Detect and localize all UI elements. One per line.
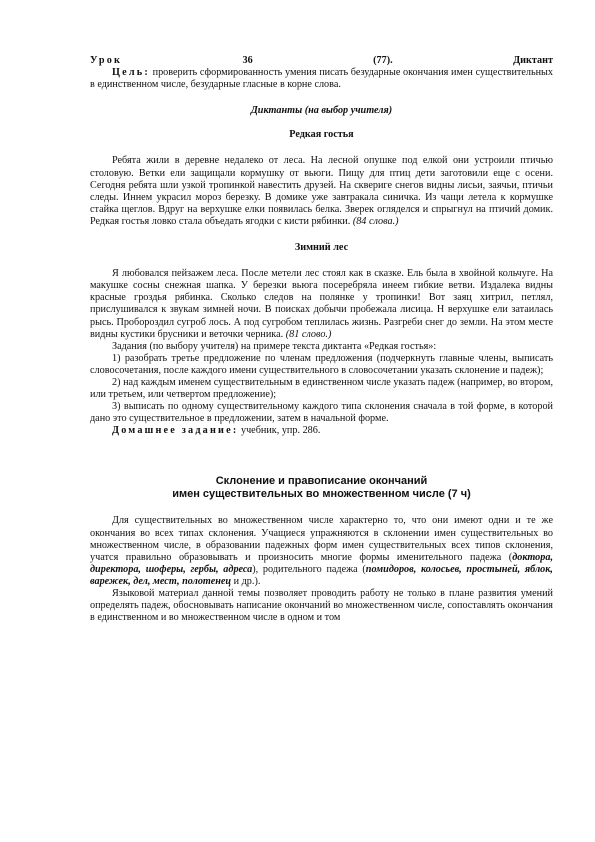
dictation2-word-count: (81 слово.) — [285, 328, 332, 340]
section-title-line2: имен существительных во множественном числе (7 ч) — [172, 488, 471, 501]
homework — [90, 425, 553, 437]
lesson-type: Диктант — [513, 55, 553, 66]
dictation1-body: Ребята жили в деревне недалеко от леса. На лесной опушке под елкой они устроили птичью столовую. Ветки ели защищали кормушку от вьюги. Пищу для птиц дети заготовили еще с осени. Сегодня ребята шли узкой тропинкой навестить друзей. На сквериге снегов видны лисьи, заячьи, птичьи следы. Иннем украсил мороз березку. В домике уже завтракала синичка. Из чащи летела к кормушке стайка щеглов. Вдруг на верхушке елки появилась белка. Зверек огляделся и спрыгнул на птичий домик. Редкая гостья ловко стала объедать ягодки с кисти рябинки. — [90, 155, 553, 227]
lesson-alt-number: (77). — [373, 55, 393, 66]
nominative-examples: доктора, директора, шоферы, гербы, адреса — [90, 551, 553, 575]
paragraph-plural-endings: Для существительных во множественном числе характерно то, что они имеют одни и те же окончания во всех типах склонения. Учащиеся упражняются в склонении имен существительных во множественном числе, в образовании падежных форм имен существительных всех типов склонения, учатся правильно образовывать и произносить многие формы именительного падежа (доктора, директора, шоферы, гербы, адреса), родительного падежа (помидоров, колосьев, простыней, яблок, варежек, дел, мест, полотенец и др.). — [90, 515, 553, 587]
lesson-number: 36 — [242, 55, 253, 66]
section-title-line1: Склонение и правописание окончаний — [215, 475, 428, 488]
document-page — [90, 55, 553, 624]
dictation1-word-count: (84 слова.) — [352, 215, 399, 227]
task-3: 3) выписать по одному существительному каждого типа склонения сначала в той форме, в которой дано это существительное в предложении, затем в начальной форме. — [90, 401, 553, 425]
lesson-label: Урок — [90, 55, 123, 66]
homework-text: учебник, упр. 286. — [240, 425, 321, 437]
tasks-intro: Задания (по выбору учителя) на примере текста диктанта «Редкая гостья»: — [112, 340, 437, 352]
task-1: 1) разобрать третье предложение по членам предложения (подчеркнуть главные члены, выписать словосочетания, после каждого имени существительного в словосочетании указать склонение и падеж); — [90, 352, 553, 376]
goal-label: Цель: — [112, 67, 150, 79]
dictation1-title: Редкая гостья — [289, 129, 354, 141]
homework-label: Домашнее задание: — [112, 425, 239, 437]
genitive-examples: помидоров, колосьев, простыней, яблок, варежек, дел, мест, полотенец — [90, 563, 553, 587]
paragraph-language-material: Языковой материал данной темы позволяет проводить работу не только в плане развития умений определять падеж, обосновывать написание окончаний во множественном числе, сопоставлять окончания в единственном и во множественном числе в одном и том — [90, 588, 553, 624]
dictation2-title: Зимний лес — [294, 242, 349, 254]
lesson-header — [90, 55, 553, 67]
dictation2-text — [90, 268, 553, 341]
dictation2-body: Я любовался пейзажем леса. После метели лес стоял как в сказке. Ель была в хвойной кольчуге. На макушке сосны снежная шапка. У березки вьюга посеребряла инеем гибкие ветви. Издалека видны красные гроздья рябинка. Сколько следов на полянке у тропинки! Вот заяц хитрил, петлял, прислушивался к звукам зимней ночи. В поисках добычи пробежала лисица. Н верхушке ели затаилась рысь. Пробороздил сугроб лось. А под сугробом теплилась жизнь. Разгреби снег до земли. На этом месте видны кустики брусники и веточки черника. — [90, 268, 553, 340]
lesson-goal — [90, 67, 553, 91]
goal-text: проверить сформированность умения писать безударные окончания имен существительных в единственном числе, безударные гласные в корне слова. — [90, 67, 553, 91]
dictation1-text — [90, 155, 553, 228]
task-2: 2) над каждым именем существительным в единственном числе указать падеж (например, во втором, или третьем, или четвертом предложение); — [90, 376, 553, 401]
dictations-heading: Диктанты (на выбор учителя) — [250, 105, 393, 117]
